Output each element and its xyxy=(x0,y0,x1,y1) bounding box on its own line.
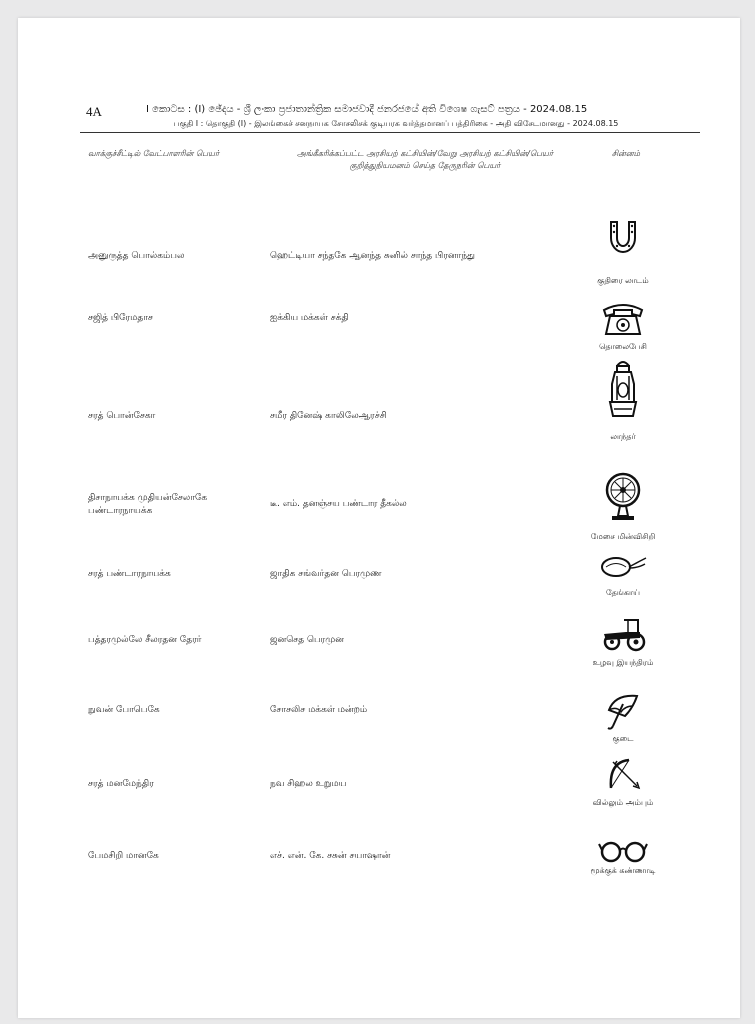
spectacles-icon xyxy=(598,836,648,864)
header-divider xyxy=(80,132,700,133)
symbol-cell xyxy=(573,616,673,668)
symbol-cell xyxy=(573,836,673,876)
telephone-icon xyxy=(600,300,646,338)
gazette-page xyxy=(18,18,740,1018)
symbol-cell xyxy=(573,300,673,352)
party-name: சமீர தினேஷ் காலிலேஆரச்சி xyxy=(270,411,387,421)
symbol-label: மேசை மின்விசிறி xyxy=(590,532,656,541)
candidate-name: சஜித் பிரேமதாச xyxy=(88,313,153,323)
table-fan-icon xyxy=(603,472,643,522)
page-number: 4A xyxy=(86,104,102,119)
tractor-icon xyxy=(600,616,646,652)
symbol-label: மூக்குக் கண்ணாடி xyxy=(590,866,656,875)
symbol-cell xyxy=(573,218,673,286)
symbol-label: உழவு இயந்திரம் xyxy=(592,658,654,667)
party-name: டீ. எம். தனஞ்சய பண்டார தீகல்ல xyxy=(270,499,407,509)
party-name: சோசலிச மக்கள் மன்றம் xyxy=(270,705,368,715)
candidate-name: அனுருத்த பொல்கம்பல xyxy=(88,251,185,261)
column-header-candidate: வாக்குச்சீட்டில் வேட்பாளரின் பெயர் xyxy=(88,149,220,158)
umbrella-icon xyxy=(603,692,643,732)
coconut-icon xyxy=(598,556,648,578)
symbol-label: தேங்காய் xyxy=(605,588,641,597)
column-header-party: அங்கீகரிக்கப்பட்ட அரசியற் கட்சியின்/வேறு அரசியற் கட்சியின்/பெயர் குறித்துநியமனம் செய்த தேருநரின் பெயர் xyxy=(296,149,554,170)
gazette-header-sinhala: I කොටස : (I) ඡේදය - ශ්‍රී ලංකා ප්‍රජාතාන්ත්‍රික සමාජවාදී ජනරජයේ අති විශෙෂ ගැසට් පත්‍රය - 2024.08.15 xyxy=(146,104,588,115)
symbol-cell xyxy=(573,756,673,808)
symbol-cell xyxy=(573,358,673,442)
candidate-name: சரத் பண்டாரநாயக்க xyxy=(88,569,171,579)
symbol-label: வில்லும் அம்பும் xyxy=(592,798,654,807)
candidate-name: பேமசிறி மானகே xyxy=(88,851,159,861)
candidate-name: சரத் பொன்சேகா xyxy=(88,411,156,421)
party-name: ஜாதிக சங்வர்தன பெரமுண xyxy=(270,569,382,579)
symbol-label: குதிரை லாடம் xyxy=(597,276,649,285)
party-name: நவ சிஹல உறுமய xyxy=(270,779,347,789)
symbol-cell xyxy=(573,472,673,542)
symbol-cell xyxy=(573,556,673,598)
party-name: ஜனசெத பெரமுன xyxy=(270,635,345,645)
lantern-icon xyxy=(606,358,640,424)
candidate-name: பத்தரமுல்லே சீலரதன தேரர் xyxy=(88,635,202,645)
party-name: ஐக்கிய மக்கள் சக்தி xyxy=(270,313,349,323)
candidate-name: நுவன் போபெகே xyxy=(88,705,160,715)
symbol-cell xyxy=(573,692,673,744)
party-name: ஹெட்டியா சந்தகே ஆனந்த சுனில் சாந்த பிரனாந்து xyxy=(270,251,475,261)
bow-and-arrow-icon xyxy=(603,756,643,796)
gazette-header-tamil: பகுதி I : தொகுதி (I) - இலங்கைச் சனநாயக சோசலிசக் குடியரசு வர்த்தமானப் பத்திரிகை - அதி விசேடமானது - 2024.08.15 xyxy=(173,119,619,128)
candidate-name: திசாநாயக்க முதியன்சேலாகே பண்டாரநாயக்க xyxy=(88,493,208,516)
symbol-label: குடை xyxy=(612,734,634,743)
column-header-symbol: சின்னம் xyxy=(611,149,641,158)
symbol-label: தொலைபேசி xyxy=(599,342,647,351)
horseshoe-icon xyxy=(603,218,643,264)
candidate-name: சரத் மனமேந்திர xyxy=(88,779,154,789)
symbol-label: லாந்தர் xyxy=(610,432,636,441)
party-name: எச். என். கே. சசுன் சயாஷான் xyxy=(270,851,391,861)
